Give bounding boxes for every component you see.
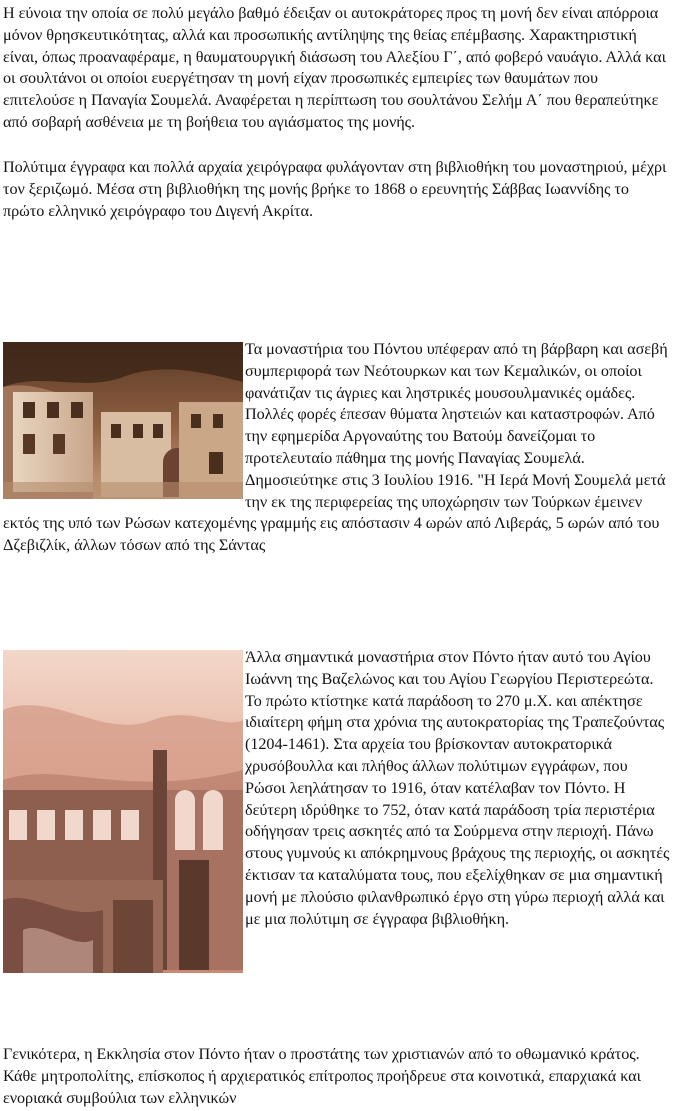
paragraph-library-manuscripts: Πολύτιμα έγγραφα και πολλά αρχαία χειρόγραφα φυλάγονταν στη βιβλιοθήκη του μοναστηριού, μέχρι τον ξεριζωμό. Μέσα στη βιβλιοθήκη της μονής βρήκε το 1868 ο ερευνητής Σάββας Ιωαννίδης το πρώτο ελληνικό χειρόγραφο του Διγενή Ακρίτα.: [3, 158, 667, 220]
monastery-cliff-image: [3, 342, 243, 499]
ruined-monastery-photo: [3, 650, 243, 973]
monastery-cliff-photo: [3, 342, 243, 499]
paragraph-monasteries-suffering: Τα μοναστήρια του Πόντου υπέφεραν από τη βάρβαρη και ασεβή συμπεριφορά των Νεότουρκων και των Κεμαλικών, οι οποίοι φανάτιζαν τις άγριες και ληστρικές μουσουλμανικές ομάδες. Πολλές φορές έπεσαν θύματα ληστειών και καταστροφών. Από την εφημερίδα Αργοναύτης του Βατούμ δανείζομαι το προτελευταίο πάθημα της μονής Παναγίας Σουμελά. Δημοσιεύτηκε στις 3 Ιουλίου 1916. "Η Ιερά Μονή Σουμελά μετά την εκ της περιφερείας της υποχώρησιν των Τούρκων έμεινεν εκτός της υπό των Ρώσων κατεχομένης γραμμής εις απόστασιν 4 ωρών από Λιβεράς, 5 ωρών από του Δζεβιζλίκ, άλλων τόσων από της Σάντας: [3, 340, 668, 555]
paragraph-church-protector: Γενικότερα, η Εκκλησία στον Πόντο ήταν ο προστάτης των χριστιανών από το οθωμανικό κράτος. Κάθε μητροπολίτης, επίσκοπος ή αρχιερατικός επίτροπος προήδρευε στα κοινοτικά, επαρχιακά και ενοριακά συμβούλια των ελληνικών: [3, 1045, 641, 1107]
section-monasteries-suffering: [3, 339, 671, 557]
paragraph-other-monasteries: Άλλα σημαντικά μοναστήρια στον Πόντο ήταν αυτό του Αγίου Ιωάννη της Βαζελώνος και του Αγίου Γεωργίου Περιστερεώτα. Το πρώτο κτίστηκε κατά παράδοση το 270 μ.Χ. και απέκτησε ιδιαίτερη φήμη στα χρόνια της αυτοκρατορίας της Τραπεζούντας (1204-1461). Στα αρχεία του βρίσκονταν αυτοκρατορικά χρυσόβουλλα και πλήθος άλλων πολύτιμων εγγράφων, που Ρώσοι λεηλάτησαν το 1916, όταν κατέλαβαν τον Πόντο. Η δεύτερη ιδρύθηκε το 752, όταν κατά παράδοση τρία περιστέρια οδήγησαν τρεις ασκητές από τα Σούρμενα στην περιοχή. Πάνω στους γυμνούς κι απόκρημνους βράχους της περιοχής, οι ασκητές έκτισαν τα καταλύματα τους, που εξελίχθηκαν σε μια σημαντική μονή με πλούσιο φιλανθρωπικό έργο στη γύρω περιοχή αλλά και με μια πολύτιμη σε έγγραφα βιβλιοθήκη.: [245, 648, 670, 928]
paragraph-soumela-favor: Η εύνοια την οποία σε πολύ μεγάλο βαθμό έδειξαν οι αυτοκράτορες προς τη μονή δεν είναι απόρροια μόνον θρησκευτικότητας, αλλά και προσωπικής αντίληψης της θείας επέμβασης. Χαρακτηριστική είναι, όπως προαναφέραμε, η θαυματουργική διάσωση του Αλεξίου Γ΄, από φοβερό ναυάγιο. Αλλά και οι σουλτάνοι οι οποίοι ευεργέτησαν τη μονή είχαν προσωπικές εμπειρίες των θαυμάτων που επιτελούσε η Παναγία Σουμελά. Αναφέρεται η περίπτωση του σουλτάνου Σελήμ Α΄ που θεραπεύτηκε από σοβαρή ασθένεια με τη βοήθεια του αγιάσματος της μονής.: [3, 4, 666, 131]
section-other-monasteries: [3, 647, 671, 973]
ruined-monastery-image: [3, 650, 243, 973]
